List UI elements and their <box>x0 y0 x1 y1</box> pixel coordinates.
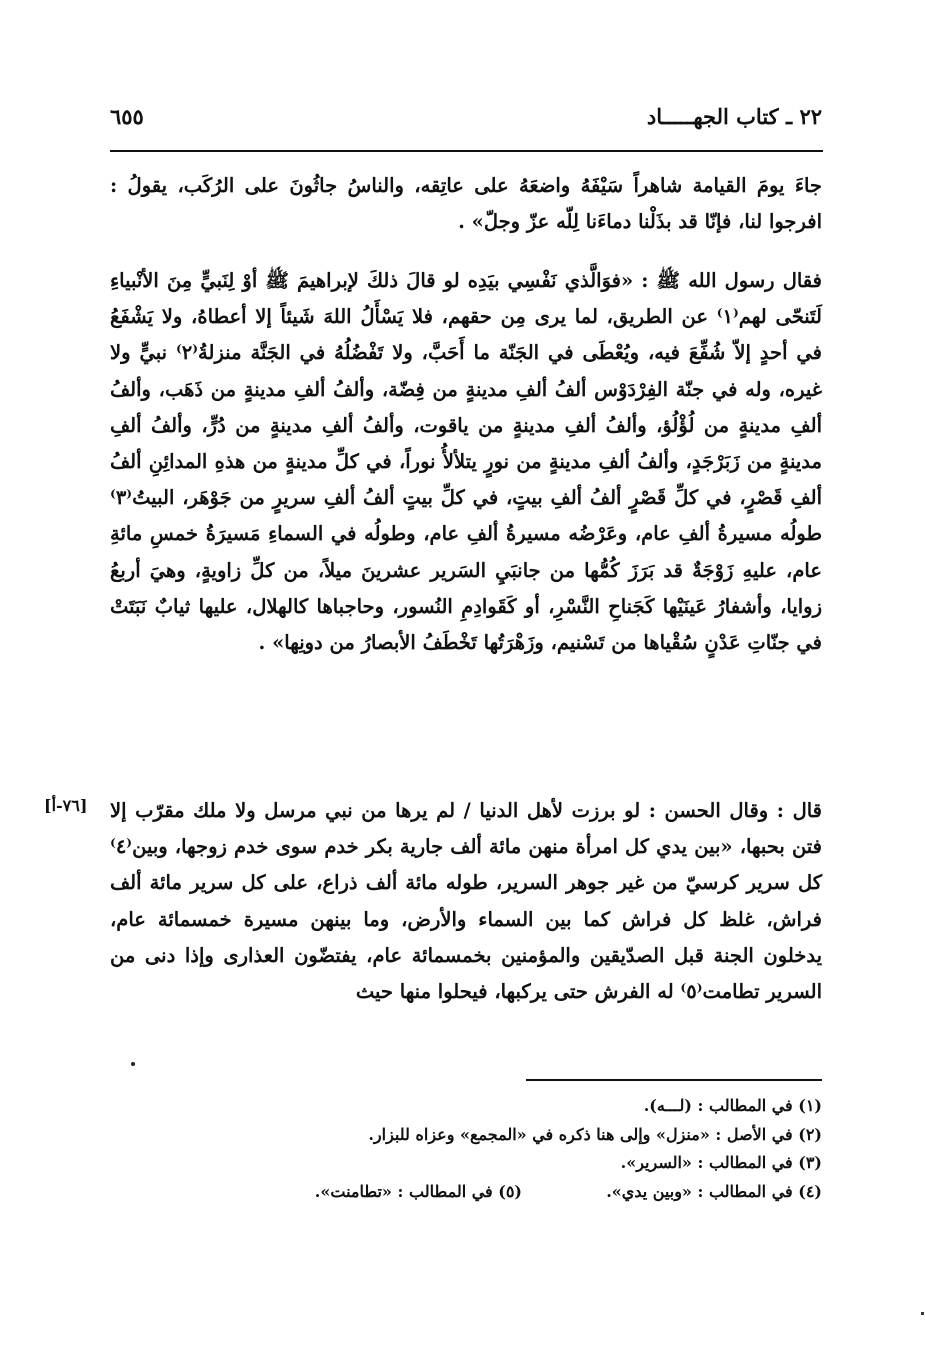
scan-speck <box>921 1312 924 1315</box>
ink-dot <box>131 1062 135 1066</box>
chapter-title: ٢٢ ـ كتاب الجهـــــاد <box>646 104 822 129</box>
paragraph-1-text: جاءَ يومَ القيامة شاهراً سَيْفَهُ واضعَهُ على عاتِقه، والناسُ جاثُونَ على الرُكَب، يقولُ : افرجوا لنا، فإنّا قد بذَلْنا دماءَنا لِلّه عزّ وجلّ» . <box>110 174 822 234</box>
footnote-rule <box>526 1079 822 1081</box>
footnote-4: (٤) في المطالب : «وبين يدي». <box>606 1181 822 1201</box>
footnote-row-4-5 <box>110 1178 822 1207</box>
paragraph-3 <box>110 793 822 1010</box>
page-number: ٦٥٥ <box>110 104 144 129</box>
paragraph-3-text: قال : وقال الحسن : لو برزت لأهل الدنيا / لم يرها من نبي مرسل ولا ملك مقرّب إلا فتن بحبها، «بين يدي كل امرأة منهن مائة ألف جارية بكر خدم سوى خدم زوجها، وبين⁽٤⁾ كل سرير كرسيّ من غير جوهر السرير، طوله مائة ألف ذراع، على كل سرير مائة ألف فراش، غلظ كل فراش كما بين السماء والأرض، وما بينهن مسيرة خمسمائة عام، يدخلون الجنة قبل الصدّيقين والمؤمنين بخمسمائة عام، يفتضّون العذارى وإذا دنى من السرير تطامت⁽٥⁾ له الفرش حتى يركبها، فيحلوا منها حيث <box>110 799 822 1004</box>
paragraph-2-text: فقال رسول الله ﷺ : «فوَالَّذي نَفْسِي بيَدِه لو قالَ ذلكَ لإبراهيمَ ﷺ أوْ لِنَبيٍّ مِنَ الأنْبياءِ لَتَنحّى لهم⁽١⁾ عن الطريق، لما يرى مِن حقهم، فلا يَسْأَلُ اللهَ شَيئاً إلا أعطاهُ، ولا يَشْفَعُ في أحدٍ إلاّ شُفِّعَ فيه، ويُعْطَى في الجَنّة ما أَحَبَّ، ولا تَفْضُلُهُ في الجَنَّة منزلةُ⁽٢⁾ نبيٍّ ولا غيره، وله في جنّة الفِرْدَوْس ألفُ ألفِ مدينةٍ من فِضّة، وألفُ ألفِ مدينةٍ من ذَهَب، وألفُ ألفِ مدينةٍ من لُؤْلُؤ، وألفُ ألفِ مدينةٍ من ياقوت، وألفُ ألفِ مدينةٍ من دُرٍّ، وألفُ ألفِ مدينةٍ من زَبَرْجَدٍ، وألفُ ألفِ مدينةٍ من نورٍ يتلألأُ نوراً، في كلِّ مدينةٍ من هذهِ المدائِنِ ألفُ ألفِ قَصْرٍ، في كلِّ قَصْرٍ ألفُ ألفِ بيتٍ، في كلِّ بيتٍ ألفُ ألفِ سريرٍ من جَوْهَر، البيتُ⁽٣⁾ طولُه مسيرةُ ألفِ عام، وعَرْضُه مسيرةُ ألفِ عام، وطولُه في السماءِ مَسيرَةُ خمسِ مائةِ عام، عليهِ زَوْجَةٌ قد بَرَزَ كُمُّها من جانبَيِ السَرير عشرينَ ميلاً، من كلِّ زاويةٍ، وهيَ أربعُ زوايا، وأشفارُ عَينَيْها كَجَناحِ النَّسْرِ، أو كَقَوادِمِ النُسور، وحاجباها كالهلال، عليها ثيابٌ نَبَتَتْ في جنّاتِ عَدْنٍ سُقْياها من تَسْنيم، وزَهْرَتُها تَخْطَفُ الأبصارُ من دونِها» . <box>110 269 822 655</box>
paragraph-2 <box>110 263 822 661</box>
footnote-3: (٣) في المطالب : «السرير». <box>620 1153 822 1172</box>
manuscript-folio-marker: [٧٦-أ] <box>44 796 88 815</box>
footnote-5: (٥) في المطالب : «تطامنت». <box>314 1181 522 1201</box>
running-header <box>110 104 822 138</box>
paragraph-1 <box>110 168 822 240</box>
header-rule <box>110 150 823 152</box>
footnotes <box>110 1092 822 1206</box>
footnote-2: (٢) في الأصل : «منزل» وإلى هنا ذكره في «المجمع» وعزاه للبزار. <box>368 1124 822 1144</box>
footnote-1: (١) في المطالب : (لـــه). <box>643 1096 822 1115</box>
